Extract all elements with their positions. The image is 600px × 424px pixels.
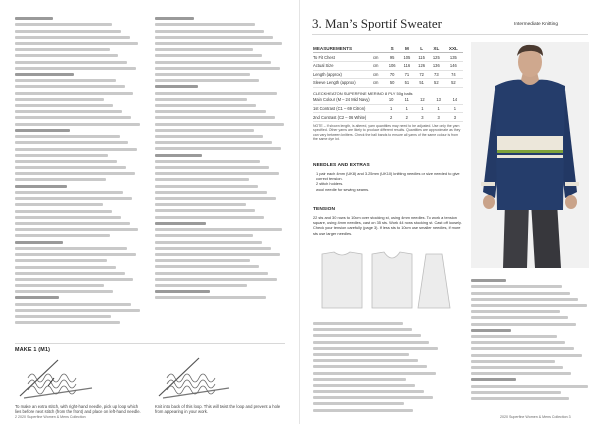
table-row: 1st Contrast (C1 – 69 Citron) 1 1 1 1 1 <box>313 104 463 113</box>
blurred-text-line <box>313 384 415 387</box>
size-header: M <box>400 45 415 53</box>
blurred-text-line <box>313 402 404 405</box>
blurred-text-line <box>471 323 576 326</box>
table-row: Main Colour (M – 24 Mid Navy) 10 11 12 13 14 <box>313 96 463 104</box>
blurred-text-line <box>313 378 406 381</box>
blurred-text-line <box>471 360 555 363</box>
measurements-block <box>313 45 463 142</box>
measurements-table <box>313 45 463 88</box>
list-item: wool needle for sewing seams. <box>316 186 370 192</box>
table-row: 2nd Contrast (C2 – 06 White) 2 2 3 3 3 <box>313 113 463 122</box>
blurred-text-line <box>471 347 574 350</box>
list-item: 2 stitch holders. <box>316 181 344 187</box>
yarn-note: NOTE – If shown length, is altered, yarn quantities may need to be adjusted. Use only the yarn specified. Other yarns are likely to produce different results. Quantities are approximate as they can vary between knitters. Check the ball bands to ensure all yarns of the same colour is from the same dye lot. <box>313 123 461 142</box>
skill-level: Intermediate Knitting <box>514 22 558 27</box>
section-title: MAKE 1 (M1) <box>15 347 51 353</box>
pattern-text-back <box>313 322 441 415</box>
blurred-text-line <box>471 316 568 319</box>
tension-text: 22 sts and 30 rows to 10cm over stocking st, using 4mm needles. To work a tension square, using 4mm needles, cast on 35 sts. Work 44 rows stocking st. Cast off loosely. Check your tension carefully (page 3). If less sts to 10cm use smaller needles, if more sts use larger needles. <box>313 215 462 236</box>
blurred-text-line <box>313 396 433 399</box>
blurred-text-line <box>471 366 563 369</box>
blurred-heading <box>471 329 511 332</box>
sweater-photo <box>471 42 589 268</box>
blurred-text-line <box>313 328 412 331</box>
garment-schematic <box>318 248 458 312</box>
size-header: XXL <box>444 45 463 53</box>
blurred-heading <box>471 378 516 381</box>
table-row: To Fit Chest cm 95 105 115 125 135 <box>313 53 463 62</box>
blurred-text-line <box>313 372 436 375</box>
table-row: Length (approx) cm 70 71 72 73 74 <box>313 70 463 79</box>
blurred-text-line <box>471 341 565 344</box>
size-header: S <box>385 45 400 53</box>
diagram-1-caption: To make an extra stitch, with right-hand needle, pick up loop which lies before next stitch (from the front) and place on left-hand needle. <box>15 404 141 415</box>
measurements-heading: MEASUREMENTS <box>313 45 373 53</box>
blurred-text-line <box>471 292 570 295</box>
size-header: XL <box>429 45 444 53</box>
blurred-text-line <box>471 298 578 301</box>
blurred-text-line <box>313 409 413 412</box>
blurred-text-line <box>471 335 557 338</box>
needles-list <box>313 171 463 192</box>
blurred-text-line <box>313 359 418 362</box>
pattern-title: 3. Man’s Sportif Sweater <box>312 16 442 31</box>
page-footer-right: 2020 Superfine Women & Mens Collection 3 <box>500 415 571 419</box>
blurred-text-line <box>313 341 429 344</box>
blurred-text-line <box>471 385 588 388</box>
blurred-text-line <box>471 285 562 288</box>
diagram-2-caption: Knit into back of this loop. This will twist the loop and prevent a hole from appearing in your work. <box>155 404 281 415</box>
blurred-text-line <box>471 310 560 313</box>
blurred-text-line <box>471 372 571 375</box>
blurred-text-line <box>313 365 427 368</box>
pattern-text-right <box>471 276 589 403</box>
blurred-text-line <box>313 322 403 325</box>
blurred-text-line <box>471 354 582 357</box>
table-row: Sleeve Length (approx) cm 50 51 51 52 52 <box>313 79 463 88</box>
title-rule <box>312 34 588 35</box>
blurred-text-line <box>471 391 561 394</box>
yarn-table <box>313 96 463 122</box>
blurred-text-line <box>471 397 569 400</box>
blurred-text-line <box>471 304 587 307</box>
page-footer-left: 2 2020 Superfine Women & Mens Collection <box>15 415 86 419</box>
blurred-text-line <box>313 334 421 337</box>
tension-heading: TENSION <box>313 207 336 212</box>
blurred-text-line <box>313 347 438 350</box>
blurred-text-line <box>313 390 424 393</box>
model-photo-illustration <box>471 42 589 268</box>
needles-heading: NEEDLES AND EXTRAS <box>313 163 370 168</box>
blurred-text-line <box>313 353 409 356</box>
yarn-heading: CLECKHEATON SUPERFINE MERINO 8 PLY 50g balls <box>313 90 413 96</box>
table-row: Actual Size cm 106 116 126 136 146 <box>313 61 463 70</box>
blurred-heading <box>471 279 506 282</box>
list-item: 1 pair each 4mm (UK8) and 3.25mm (UK10) knitting needles or size needed to give correct tension. <box>316 171 460 182</box>
size-header: L <box>414 45 429 53</box>
